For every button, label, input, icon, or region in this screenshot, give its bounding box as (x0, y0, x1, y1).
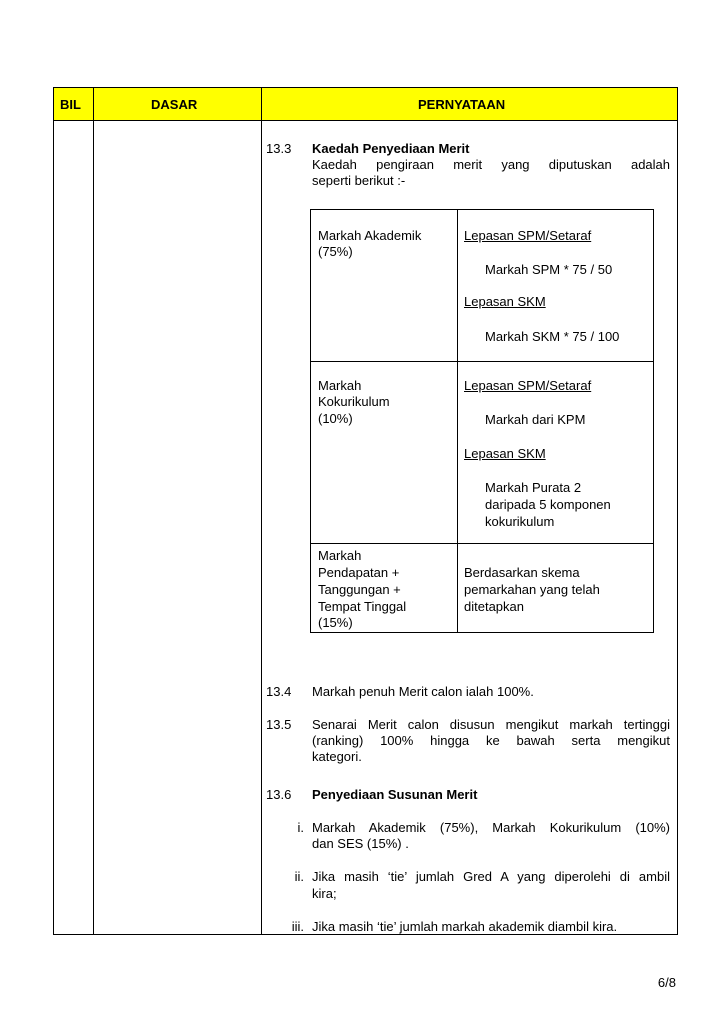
list-item-text: Jika masih ‘tie’ jumlah Gred A yang diperolehi di ambil (312, 869, 670, 884)
section-text: (ranking) 100% hingga ke bawah serta mengikut (312, 733, 670, 748)
table-header (54, 88, 677, 121)
table-cell: Markah (318, 378, 362, 393)
section-number: 13.4 (266, 684, 292, 699)
section-text: kategori. (312, 749, 362, 764)
table-cell: (10%) (318, 411, 353, 426)
table-cell: Lepasan SPM/Setaraf (464, 228, 592, 243)
table-cell: Lepasan SKM (464, 294, 546, 309)
table-cell: ditetapkan (464, 599, 524, 614)
list-item-text: Jika masih ‘tie’ jumlah markah akademik diambil kira. (312, 919, 618, 934)
column-divider-bil (93, 88, 94, 934)
table-cell: kokurikulum (485, 514, 555, 529)
section-number: 13.6 (266, 787, 292, 802)
header-dasar: DASAR (151, 97, 198, 112)
table-cell: (15%) (318, 615, 353, 630)
section-text: Markah penuh Merit calon ialah 100%. (312, 684, 534, 699)
table-cell: pemarkahan yang telah (464, 582, 600, 597)
header-bil: BIL (60, 97, 81, 112)
table-cell: Markah dari KPM (485, 412, 586, 427)
table-cell: Berdasarkan skema (464, 565, 580, 580)
section-number: 13.3 (266, 141, 292, 156)
table-cell: daripada 5 komponen (485, 497, 611, 512)
table-cell: Markah (318, 548, 362, 563)
section-text: seperti berikut :- (312, 173, 406, 188)
merit-table-row-line (310, 361, 654, 362)
table-cell: Markah Purata 2 (485, 480, 582, 495)
table-cell: (75%) (318, 244, 353, 259)
section-text: Senarai Merit calon disusun mengikut markah tertinggi (312, 717, 670, 732)
table-cell: Tanggungan + (318, 582, 401, 597)
list-item-text: dan SES (15%) . (312, 836, 409, 851)
list-item-text: Markah Akademik (75%), Markah Kokurikulum (10%) (312, 820, 670, 835)
table-cell: Lepasan SKM (464, 446, 546, 461)
section-title: Penyediaan Susunan Merit (312, 787, 478, 802)
merit-table-row-line (310, 543, 654, 544)
table-cell: Markah SKM * 75 / 100 (485, 329, 620, 344)
merit-table-divider (457, 209, 458, 633)
column-divider-dasar (261, 88, 262, 934)
section-text: Kaedah pengiraan merit yang diputuskan adalah (312, 157, 670, 172)
header-pernyataan: PERNYATAAN (418, 97, 506, 112)
section-title: Kaedah Penyediaan Merit (312, 141, 470, 156)
table-cell: Markah Akademik (318, 228, 422, 243)
table-cell: Pendapatan + (318, 565, 400, 580)
section-number: 13.5 (266, 717, 292, 732)
table-cell: Kokurikulum (318, 394, 390, 409)
list-number: ii. (294, 869, 304, 884)
table-cell: Lepasan SPM/Setaraf (464, 378, 592, 393)
table-cell: Markah SPM * 75 / 50 (485, 262, 613, 277)
list-item-text: kira; (312, 886, 337, 901)
page-number: 6/8 (657, 975, 676, 990)
list-number: i. (297, 820, 304, 835)
table-cell: Tempat Tinggal (318, 599, 407, 614)
list-number: iii. (291, 919, 304, 934)
